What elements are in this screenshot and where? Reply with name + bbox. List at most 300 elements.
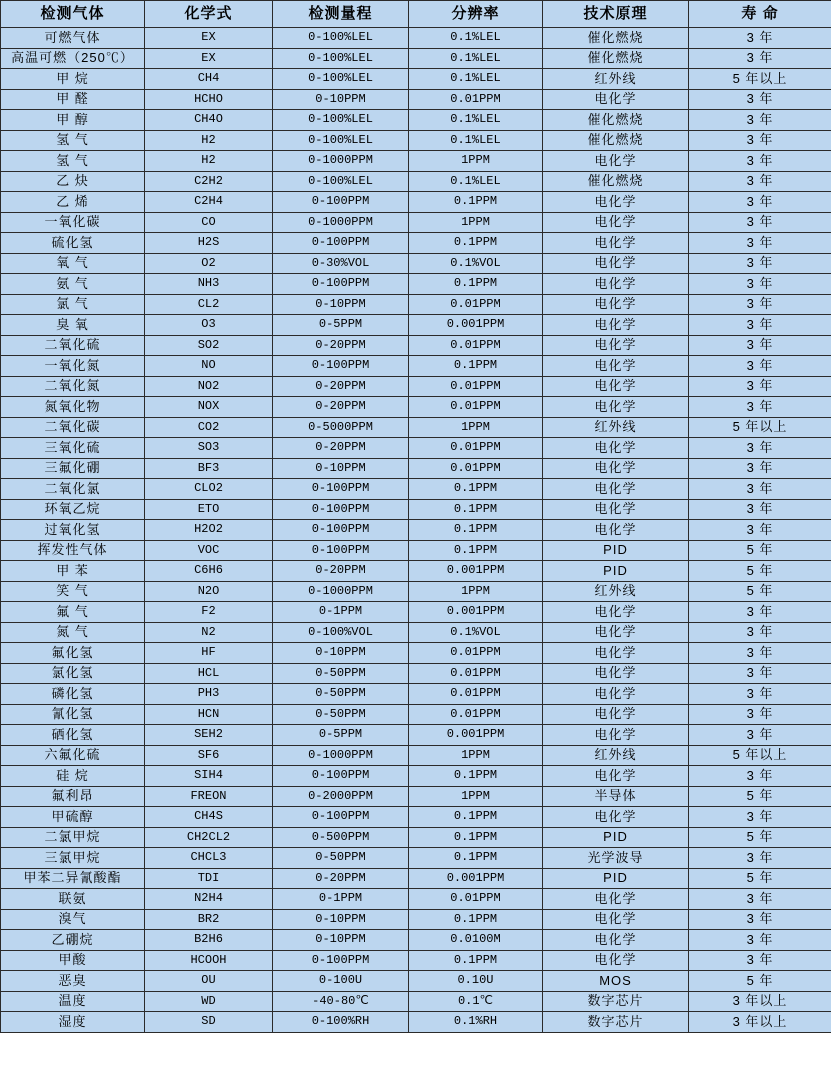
table-row [1,827,831,848]
cell-gas: 氟利昂 [1,786,145,807]
cell-lifetime: 3 年 [689,130,831,151]
cell-resolution: 0.1%LEL [409,69,543,90]
table-row [1,643,831,664]
cell-principle: 催化燃烧 [543,130,689,151]
table-header [1,1,831,28]
cell-principle: 电化学 [543,499,689,520]
cell-lifetime: 3 年 [689,315,831,336]
table-row [1,704,831,725]
cell-gas: 氧 气 [1,253,145,274]
cell-range: 0-10PPM [273,294,409,315]
cell-gas: 乙 烯 [1,192,145,213]
table-row [1,889,831,910]
cell-gas: 甲苯二异氰酸酯 [1,868,145,889]
cell-formula: OU [145,971,273,992]
cell-principle: 催化燃烧 [543,28,689,49]
cell-gas: 可燃气体 [1,28,145,49]
cell-range: 0-2000PPM [273,786,409,807]
table-row [1,294,831,315]
cell-gas: 甲 醇 [1,110,145,131]
cell-principle: 电化学 [543,479,689,500]
cell-formula: BR2 [145,909,273,930]
cell-resolution: 1PPM [409,581,543,602]
cell-gas: 二氯甲烷 [1,827,145,848]
cell-principle: 电化学 [543,397,689,418]
cell-range: 0-100PPM [273,274,409,295]
cell-lifetime: 3 年 [689,110,831,131]
cell-formula: SD [145,1012,273,1033]
cell-lifetime: 3 年 [689,376,831,397]
table-row [1,335,831,356]
cell-range: 0-5000PPM [273,417,409,438]
column-header-principle: 技术原理 [543,1,689,28]
cell-gas: 硫化氢 [1,233,145,254]
cell-resolution: 0.01PPM [409,438,543,459]
table-row [1,499,831,520]
cell-formula: SIH4 [145,766,273,787]
cell-lifetime: 3 年 [689,766,831,787]
table-row [1,110,831,131]
cell-resolution: 0.1PPM [409,479,543,500]
cell-resolution: 0.1PPM [409,950,543,971]
cell-principle: 电化学 [543,520,689,541]
cell-gas: 三氟化硼 [1,458,145,479]
cell-lifetime: 3 年 [689,684,831,705]
cell-resolution: 0.1PPM [409,356,543,377]
cell-gas: 一氧化氮 [1,356,145,377]
cell-range: 0-10PPM [273,89,409,110]
cell-gas: 甲 苯 [1,561,145,582]
cell-resolution: 0.01PPM [409,294,543,315]
cell-range: 0-30%VOL [273,253,409,274]
cell-range: 0-100%LEL [273,48,409,69]
cell-gas: 溴气 [1,909,145,930]
table-row [1,253,831,274]
column-header-formula: 化学式 [145,1,273,28]
table-row [1,930,831,951]
cell-lifetime: 3 年 [689,704,831,725]
cell-range: 0-100PPM [273,499,409,520]
cell-resolution: 0.1%LEL [409,130,543,151]
cell-formula: CLO2 [145,479,273,500]
cell-range: 0-20PPM [273,376,409,397]
cell-lifetime: 5 年 [689,827,831,848]
table-row [1,48,831,69]
cell-formula: NO [145,356,273,377]
table-row [1,663,831,684]
cell-principle: 红外线 [543,581,689,602]
cell-gas: 氯 气 [1,294,145,315]
table-row [1,1012,831,1033]
cell-formula: HCN [145,704,273,725]
cell-lifetime: 3 年 [689,294,831,315]
table-row [1,909,831,930]
cell-range: 0-100PPM [273,479,409,500]
cell-resolution: 0.01PPM [409,889,543,910]
cell-formula: CO2 [145,417,273,438]
cell-range: 0-20PPM [273,335,409,356]
cell-lifetime: 3 年 [689,356,831,377]
cell-gas: 恶臭 [1,971,145,992]
table-row [1,233,831,254]
cell-principle: 数字芯片 [543,1012,689,1033]
cell-resolution: 0.1℃ [409,991,543,1012]
cell-gas: 联氨 [1,889,145,910]
cell-resolution: 0.1PPM [409,848,543,869]
cell-range: 0-5PPM [273,315,409,336]
cell-lifetime: 3 年以上 [689,1012,831,1033]
cell-gas: 甲 醛 [1,89,145,110]
table-row [1,520,831,541]
cell-formula: NO2 [145,376,273,397]
cell-gas: 氢 气 [1,130,145,151]
cell-resolution: 0.1%RH [409,1012,543,1033]
cell-principle: 电化学 [543,376,689,397]
cell-lifetime: 5 年 [689,561,831,582]
cell-resolution: 0.01PPM [409,376,543,397]
cell-resolution: 0.1%VOL [409,253,543,274]
cell-resolution: 0.01PPM [409,89,543,110]
cell-gas: 氟 气 [1,602,145,623]
cell-lifetime: 3 年 [689,725,831,746]
cell-gas: 硒化氢 [1,725,145,746]
cell-formula: F2 [145,602,273,623]
cell-formula: CO [145,212,273,233]
cell-resolution: 0.1PPM [409,499,543,520]
cell-resolution: 0.1%LEL [409,171,543,192]
cell-gas: 湿度 [1,1012,145,1033]
cell-principle: 电化学 [543,192,689,213]
cell-lifetime: 3 年 [689,335,831,356]
cell-range: 0-50PPM [273,848,409,869]
table-row [1,28,831,49]
cell-formula: EX [145,28,273,49]
cell-formula: ETO [145,499,273,520]
cell-lifetime: 3 年 [689,274,831,295]
cell-principle: 电化学 [543,602,689,623]
cell-range: 0-100%VOL [273,622,409,643]
cell-formula: PH3 [145,684,273,705]
table-row [1,684,831,705]
cell-range: 0-1000PPM [273,745,409,766]
cell-resolution: 0.001PPM [409,725,543,746]
cell-lifetime: 5 年 [689,540,831,561]
cell-formula: HF [145,643,273,664]
cell-lifetime: 3 年 [689,930,831,951]
cell-formula: CH4S [145,807,273,828]
cell-resolution: 0.1PPM [409,274,543,295]
cell-principle: 电化学 [543,622,689,643]
cell-principle: 电化学 [543,704,689,725]
cell-gas: 环氧乙烷 [1,499,145,520]
cell-principle: 电化学 [543,294,689,315]
cell-range: -40-80℃ [273,991,409,1012]
table-row [1,89,831,110]
cell-lifetime: 3 年 [689,171,831,192]
cell-gas: 甲 烷 [1,69,145,90]
cell-range: 0-100PPM [273,540,409,561]
cell-gas: 氯化氢 [1,663,145,684]
cell-range: 0-100PPM [273,356,409,377]
cell-range: 0-1PPM [273,602,409,623]
table-row [1,274,831,295]
cell-range: 0-10PPM [273,643,409,664]
cell-gas: 臭 氧 [1,315,145,336]
cell-resolution: 1PPM [409,151,543,172]
table-header-row [1,1,831,28]
table-row [1,581,831,602]
cell-gas: 三氧化硫 [1,438,145,459]
cell-range: 0-100U [273,971,409,992]
table-row [1,991,831,1012]
cell-lifetime: 3 年 [689,192,831,213]
cell-gas: 笑 气 [1,581,145,602]
cell-gas: 硅 烷 [1,766,145,787]
cell-range: 0-500PPM [273,827,409,848]
column-header-gas: 检测气体 [1,1,145,28]
cell-principle: 电化学 [543,663,689,684]
cell-lifetime: 3 年 [689,151,831,172]
cell-principle: 电化学 [543,274,689,295]
cell-lifetime: 3 年 [689,28,831,49]
cell-formula: NH3 [145,274,273,295]
cell-formula: SO3 [145,438,273,459]
cell-formula: EX [145,48,273,69]
cell-lifetime: 3 年 [689,438,831,459]
cell-range: 0-1000PPM [273,212,409,233]
table-row [1,192,831,213]
table-row [1,540,831,561]
cell-formula: C6H6 [145,561,273,582]
cell-lifetime: 3 年 [689,499,831,520]
cell-resolution: 0.01PPM [409,663,543,684]
cell-gas: 氨 气 [1,274,145,295]
cell-resolution: 0.1%LEL [409,28,543,49]
cell-resolution: 0.1PPM [409,909,543,930]
cell-formula: SEH2 [145,725,273,746]
cell-formula: CH4 [145,69,273,90]
cell-resolution: 0.1PPM [409,192,543,213]
cell-lifetime: 3 年 [689,909,831,930]
cell-principle: 电化学 [543,253,689,274]
cell-lifetime: 5 年 [689,868,831,889]
cell-resolution: 0.01PPM [409,643,543,664]
cell-lifetime: 3 年 [689,643,831,664]
cell-lifetime: 3 年 [689,397,831,418]
cell-resolution: 0.1PPM [409,807,543,828]
table-row [1,212,831,233]
cell-formula: CL2 [145,294,273,315]
cell-resolution: 0.01PPM [409,704,543,725]
cell-formula: N2 [145,622,273,643]
cell-gas: 氟化氢 [1,643,145,664]
cell-gas: 三氯甲烷 [1,848,145,869]
cell-lifetime: 5 年以上 [689,417,831,438]
cell-principle: 电化学 [543,315,689,336]
table-row [1,848,831,869]
cell-gas: 乙 炔 [1,171,145,192]
cell-principle: 电化学 [543,356,689,377]
cell-lifetime: 3 年 [689,89,831,110]
cell-lifetime: 5 年 [689,786,831,807]
cell-gas: 一氧化碳 [1,212,145,233]
table-row [1,397,831,418]
cell-principle: 电化学 [543,438,689,459]
cell-formula: H2 [145,130,273,151]
cell-formula: SO2 [145,335,273,356]
cell-principle: 红外线 [543,69,689,90]
cell-resolution: 0.1PPM [409,766,543,787]
cell-formula: C2H4 [145,192,273,213]
cell-range: 0-50PPM [273,704,409,725]
cell-formula: CHCL3 [145,848,273,869]
cell-principle: 电化学 [543,233,689,254]
cell-formula: N2O [145,581,273,602]
cell-principle: 数字芯片 [543,991,689,1012]
cell-range: 0-10PPM [273,458,409,479]
cell-gas: 过氧化氢 [1,520,145,541]
cell-resolution: 0.10U [409,971,543,992]
table-row [1,130,831,151]
cell-range: 0-50PPM [273,684,409,705]
cell-resolution: 1PPM [409,786,543,807]
cell-resolution: 0.001PPM [409,561,543,582]
table-row [1,69,831,90]
cell-gas: 高温可燃（250℃） [1,48,145,69]
table-row [1,868,831,889]
cell-principle: 催化燃烧 [543,48,689,69]
cell-resolution: 0.1PPM [409,540,543,561]
cell-range: 0-100%LEL [273,69,409,90]
cell-resolution: 1PPM [409,745,543,766]
cell-lifetime: 3 年 [689,950,831,971]
cell-range: 0-20PPM [273,561,409,582]
table-row [1,356,831,377]
cell-lifetime: 3 年 [689,889,831,910]
cell-formula: O3 [145,315,273,336]
cell-resolution: 0.1%VOL [409,622,543,643]
cell-lifetime: 5 年 [689,971,831,992]
table-row [1,971,831,992]
cell-gas: 六氟化硫 [1,745,145,766]
cell-lifetime: 3 年 [689,479,831,500]
cell-formula: BF3 [145,458,273,479]
cell-range: 0-100%LEL [273,28,409,49]
cell-range: 0-1PPM [273,889,409,910]
cell-formula: H2 [145,151,273,172]
cell-resolution: 0.001PPM [409,315,543,336]
cell-formula: HCHO [145,89,273,110]
cell-range: 0-50PPM [273,663,409,684]
cell-resolution: 1PPM [409,212,543,233]
cell-lifetime: 5 年以上 [689,745,831,766]
table-row [1,622,831,643]
table-row [1,171,831,192]
cell-gas: 温度 [1,991,145,1012]
cell-gas: 甲硫醇 [1,807,145,828]
cell-range: 0-20PPM [273,438,409,459]
cell-principle: MOS [543,971,689,992]
cell-principle: PID [543,561,689,582]
cell-principle: 电化学 [543,458,689,479]
cell-gas: 二氧化氮 [1,376,145,397]
cell-gas: 磷化氢 [1,684,145,705]
cell-principle: 光学波导 [543,848,689,869]
cell-range: 0-10PPM [273,930,409,951]
cell-lifetime: 3 年 [689,602,831,623]
cell-principle: 电化学 [543,889,689,910]
cell-principle: 半导体 [543,786,689,807]
table-body [1,28,831,1033]
cell-lifetime: 3 年 [689,212,831,233]
cell-principle: 电化学 [543,909,689,930]
cell-resolution: 0.0100M [409,930,543,951]
cell-lifetime: 3 年 [689,622,831,643]
cell-formula: VOC [145,540,273,561]
table-row [1,458,831,479]
cell-range: 0-100%LEL [273,110,409,131]
cell-principle: PID [543,868,689,889]
cell-range: 0-5PPM [273,725,409,746]
cell-range: 0-1000PPM [273,151,409,172]
table-row [1,766,831,787]
cell-lifetime: 3 年 [689,663,831,684]
cell-lifetime: 3 年 [689,807,831,828]
cell-resolution: 0.1PPM [409,520,543,541]
cell-range: 0-100%RH [273,1012,409,1033]
cell-formula: FREON [145,786,273,807]
cell-range: 0-100PPM [273,807,409,828]
cell-formula: HCL [145,663,273,684]
cell-formula: CH2CL2 [145,827,273,848]
cell-resolution: 0.01PPM [409,335,543,356]
cell-principle: 催化燃烧 [543,110,689,131]
cell-formula: C2H2 [145,171,273,192]
cell-range: 0-10PPM [273,909,409,930]
cell-resolution: 0.01PPM [409,684,543,705]
cell-lifetime: 5 年以上 [689,69,831,90]
table-row [1,479,831,500]
cell-resolution: 0.001PPM [409,868,543,889]
cell-lifetime: 3 年 [689,233,831,254]
cell-principle: 电化学 [543,643,689,664]
cell-formula: H2S [145,233,273,254]
cell-principle: 红外线 [543,745,689,766]
cell-gas: 甲酸 [1,950,145,971]
cell-lifetime: 3 年以上 [689,991,831,1012]
cell-range: 0-100PPM [273,192,409,213]
column-header-range: 检测量程 [273,1,409,28]
cell-gas: 挥发性气体 [1,540,145,561]
cell-principle: 电化学 [543,151,689,172]
cell-lifetime: 3 年 [689,253,831,274]
cell-resolution: 0.001PPM [409,602,543,623]
table-row [1,807,831,828]
table-row [1,438,831,459]
cell-resolution: 1PPM [409,417,543,438]
cell-principle: 电化学 [543,684,689,705]
cell-formula: HCOOH [145,950,273,971]
cell-formula: O2 [145,253,273,274]
cell-lifetime: 3 年 [689,520,831,541]
cell-principle: PID [543,540,689,561]
cell-range: 0-100%LEL [273,171,409,192]
cell-lifetime: 3 年 [689,848,831,869]
cell-principle: 红外线 [543,417,689,438]
table-row [1,561,831,582]
cell-resolution: 0.01PPM [409,458,543,479]
cell-principle: 电化学 [543,930,689,951]
